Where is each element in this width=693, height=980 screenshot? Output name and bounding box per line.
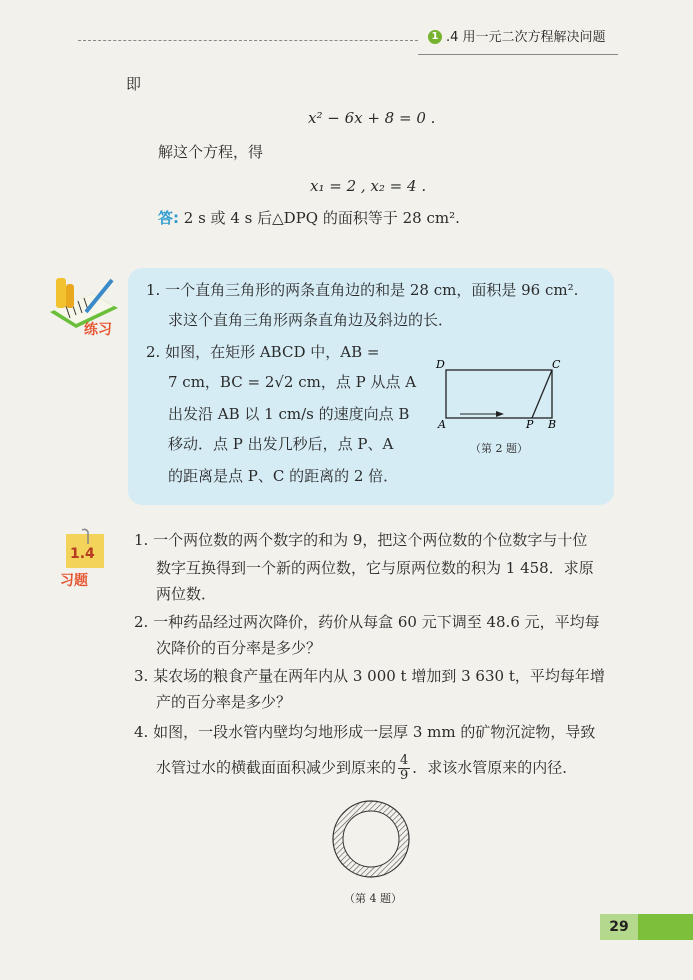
pipe-cross-section-figure bbox=[330, 798, 412, 880]
header-title: .4 用一元二次方程解决问题 bbox=[446, 30, 606, 45]
exercise-3-line1: 3. 某农场的粮食产量在两年内从 3 000 t 增加到 3 630 t，平均每年增 bbox=[134, 667, 605, 685]
answer-text: 2 s 或 4 s 后△DPQ 的面积等于 28 cm². bbox=[183, 209, 460, 227]
motion-arrowhead bbox=[496, 411, 504, 417]
exercise-badge-text: 1.4 bbox=[70, 546, 95, 562]
practice-q1-line1: 1. 一个直角三角形的两条直角边的和是 28 cm，面积是 96 cm². bbox=[146, 281, 579, 299]
practice-q2-line5: 的距离是点 P、C 的距离的 2 倍． bbox=[168, 467, 399, 485]
page-number: 29 bbox=[600, 914, 638, 940]
solve-text: 解这个方程，得 bbox=[158, 143, 264, 161]
exercise-label: 习题 bbox=[60, 573, 88, 589]
exercise-3-line2: 产的百分率是多少？ bbox=[156, 693, 292, 711]
exercise-2-line1: 2. 一种药品经过两次降价，药价从每盒 60 元下调至 48.6 元，平均每 bbox=[134, 613, 600, 631]
exercise-4-line1: 4. 如图，一段水管内壁均匀地形成一层厚 3 mm 的矿物沉淀物，导致 bbox=[134, 723, 596, 741]
header-rule bbox=[78, 40, 418, 41]
text-ji: 即 bbox=[126, 75, 142, 93]
exercise-4-line2-post: ．求该水管原来的内径． bbox=[412, 758, 578, 777]
answer-line bbox=[158, 208, 460, 228]
equation-1: x² − 6x + 8 = 0 . bbox=[308, 109, 436, 127]
figure-4-caption: （第 4 题） bbox=[344, 892, 402, 905]
label-b: B bbox=[548, 418, 557, 431]
pipe-inner-circle bbox=[343, 811, 399, 867]
equation-roots: x₁ = 2 , x₂ = 4 . bbox=[310, 177, 427, 195]
rectangle-figure bbox=[432, 358, 568, 434]
segment-pc bbox=[532, 370, 552, 418]
fraction-four-ninths bbox=[398, 754, 410, 783]
chapter-badge: 1 bbox=[428, 30, 442, 44]
exercise-2-line2: 次降价的百分率是多少？ bbox=[156, 639, 322, 657]
practice-q2-line2: 7 cm，BC = 2√2 cm，点 P 从点 A bbox=[168, 373, 417, 391]
exercise-1-line2: 数字互换得到一个新的两位数，它与原两位数的积为 1 458．求原 bbox=[156, 559, 594, 577]
label-d: D bbox=[436, 358, 445, 371]
exercise-1-line3: 两位数． bbox=[156, 585, 217, 603]
fraction-numerator: 4 bbox=[400, 753, 409, 768]
label-p: P bbox=[526, 418, 534, 431]
practice-q2-line3: 出发沿 AB 以 1 cm/s 的速度向点 B bbox=[168, 405, 410, 423]
exercise-4-line2-pre: 水管过水的横截面面积减少到原来的 bbox=[156, 758, 397, 777]
practice-q2-line1: 2. 如图，在矩形 ABCD 中，AB = bbox=[146, 343, 380, 361]
exercise-1-line1: 1. 一个两位数的两个数字的和为 9，把这个两位数的个位数字与十位 bbox=[134, 531, 588, 549]
label-c: C bbox=[552, 358, 561, 371]
answer-label: 答: bbox=[158, 209, 179, 227]
label-a: A bbox=[438, 418, 446, 431]
practice-q2-line4: 移动．点 P 出发几秒后，点 P、A bbox=[168, 435, 394, 453]
exercise-4-line2 bbox=[156, 754, 577, 783]
fraction-denominator: 9 bbox=[400, 768, 409, 783]
rectangle-abcd bbox=[446, 370, 552, 418]
practice-q1-line2: 求这个直角三角形两条直角边及斜边的长． bbox=[168, 311, 454, 329]
figure-2-caption: （第 2 题） bbox=[470, 442, 528, 455]
practice-label: 练习 bbox=[84, 322, 112, 338]
exercise-note-icon bbox=[60, 528, 110, 572]
